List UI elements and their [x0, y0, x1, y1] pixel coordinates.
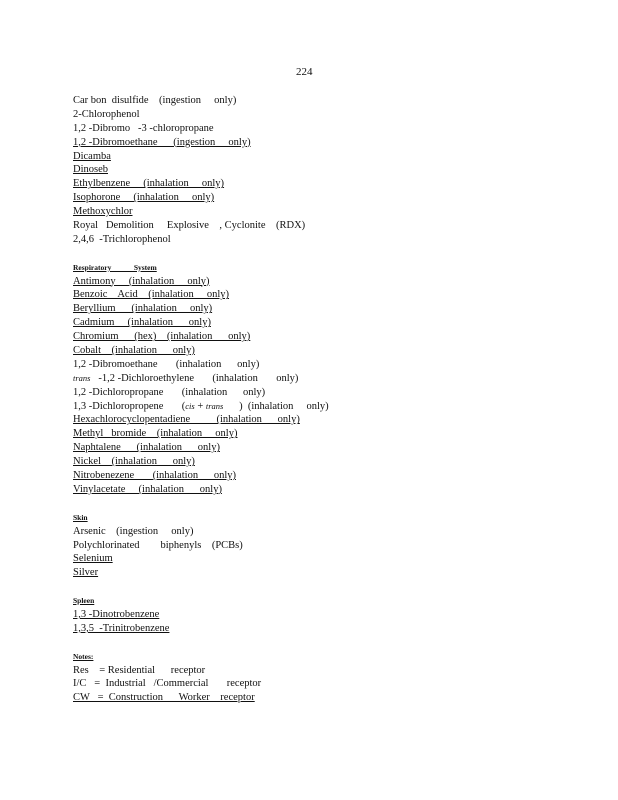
list-item: Polychlorinated biphenyls (PCBs) [73, 539, 243, 551]
plus-sign: + [194, 400, 206, 412]
trans-prefix: trans [73, 372, 91, 383]
list-item: 2,4,6 -Trichlorophenol [73, 233, 171, 245]
respiratory-section [73, 261, 593, 497]
list-item: Benzoic Acid (inhalation only) [73, 289, 230, 301]
list-item: Silver [73, 567, 99, 579]
list-item [73, 372, 593, 386]
section-heading-notes: Notes: [73, 651, 94, 661]
list-item: Methoxychlor [73, 206, 133, 218]
list-item: Car bon disulfide (ingestion only) [73, 95, 237, 106]
list-item: Selenium [73, 553, 113, 565]
notes-section [73, 650, 593, 706]
list-item: 1,3 -Dinotrobenzene [73, 608, 160, 620]
list-item: Cobalt (inhalation only) [73, 345, 195, 357]
skin-section [73, 511, 593, 580]
list-item: Naphtalene (inhalation only) [73, 442, 220, 454]
list-item: Vinylacetate (inhalation only) [73, 483, 222, 495]
list-item: Beryllium (inhalation only) [73, 303, 213, 315]
list-item: Hexachlorocyclopentadiene (inhalation only) [73, 414, 300, 426]
list-item: Dicamba [73, 150, 111, 162]
list-item: Chromium (hex) (inhalation only) [73, 331, 251, 343]
list-item: 1,2 -Dichloropropane (inhalation only) [73, 386, 266, 398]
chemical-list-group1 [73, 94, 593, 247]
trans-label: trans [205, 400, 224, 411]
list-item: Methyl bromide (inhalation only) [73, 428, 238, 440]
note-item: I/C = Industrial /Commercial receptor [73, 678, 262, 690]
list-item [73, 400, 593, 414]
document-body [73, 94, 593, 705]
list-item: 1,2 -Dibromo -3 -chloropropane [73, 122, 214, 134]
list-item: Nitrobenezene (inhalation only) [73, 470, 236, 482]
list-item: 1,2 -Dibromoethane (inhalation only) [73, 358, 260, 370]
list-item: Dinoseb [73, 164, 108, 176]
section-heading-respiratory: Respiratory System [73, 262, 157, 272]
list-item: Isophorone (inhalation only) [73, 192, 215, 204]
list-item: Royal Demolition Explosive , Cyclonite (RDX) [73, 220, 306, 232]
list-item: Arsenic (ingestion only) [73, 525, 194, 537]
list-item: Ethylbenzene (inhalation only) [73, 178, 225, 190]
list-item-tail: ) (inhalation only) [223, 400, 329, 412]
section-heading-skin: Skin [73, 512, 88, 522]
list-item: Nickel (inhalation only) [73, 456, 195, 468]
list-item: 1,3,5 -Trinitrobenzene [73, 622, 170, 634]
spleen-section [73, 594, 593, 636]
list-item-text: -1,2 -Dichloroethylene (inhalation only) [90, 372, 299, 384]
note-item: CW = Construction Worker receptor [73, 692, 255, 704]
page-number: 224 [296, 66, 313, 78]
list-item: 2-Chlorophenol [73, 108, 140, 120]
list-item: Cadmium (inhalation only) [73, 317, 211, 329]
list-item: 1,2 -Dibromoethane (ingestion only) [73, 136, 251, 148]
list-item: Antimony (inhalation only) [73, 275, 210, 287]
section-heading-spleen: Spleen [73, 596, 95, 606]
list-item-text: 1,3 -Dichloropropene ( [73, 400, 186, 412]
note-item: Res = Residential receptor [73, 664, 206, 676]
cis-label: cis [185, 400, 195, 411]
